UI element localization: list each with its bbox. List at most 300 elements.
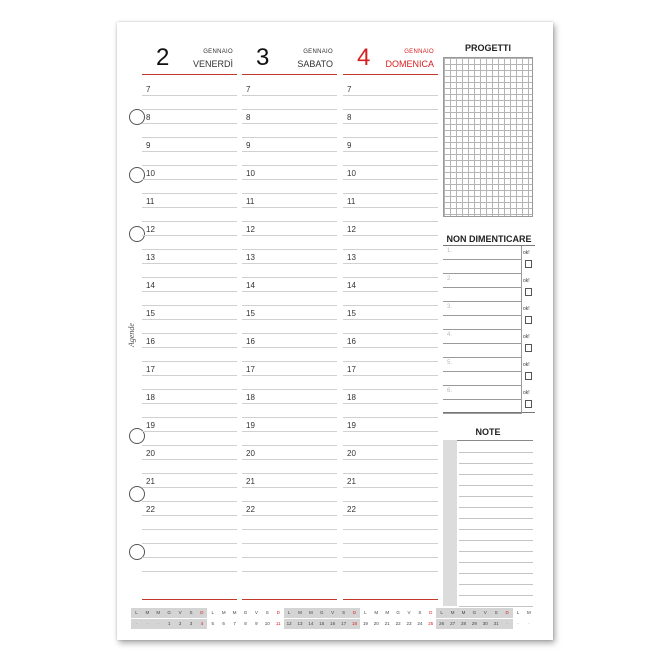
hour-row[interactable] [142, 446, 237, 474]
reminder-number: 6. [447, 388, 453, 394]
agende-logo: Agende [127, 323, 136, 347]
mini-date: 8 [244, 621, 247, 626]
hour-row[interactable] [142, 390, 237, 418]
reminder-checkbox[interactable] [525, 372, 532, 380]
hour-row[interactable] [242, 334, 337, 362]
reminder-checkbox[interactable] [525, 260, 532, 268]
ok-label: ok! [523, 306, 530, 312]
hour-label: 19 [347, 421, 356, 430]
hour-row[interactable] [142, 222, 237, 250]
hour-row[interactable] [343, 334, 438, 362]
projects-grid[interactable] [443, 57, 533, 217]
hour-rule [242, 487, 337, 488]
reminder-checkbox[interactable] [525, 316, 532, 324]
hour-rule [142, 347, 237, 348]
mini-weekday: L [436, 608, 447, 618]
reminder-rule [443, 371, 521, 372]
reminder-number: 3. [447, 304, 453, 310]
day-month: GENNAIO [404, 49, 434, 55]
hour-label: 13 [246, 253, 255, 262]
hour-label: 11 [146, 197, 155, 206]
ok-label: ok! [523, 250, 530, 256]
reminder-item[interactable] [443, 330, 535, 358]
hour-label: 8 [246, 113, 251, 122]
day-month: GENNAIO [203, 49, 233, 55]
hour-row[interactable] [142, 334, 237, 362]
mini-date: 1 [164, 619, 175, 629]
hour-rule [343, 151, 438, 152]
hour-row[interactable] [343, 82, 438, 110]
hour-label: 11 [347, 197, 356, 206]
reminder-item[interactable] [443, 246, 535, 274]
hour-rule [343, 459, 438, 460]
mini-weekday: M [374, 610, 379, 615]
hour-rule [142, 151, 237, 152]
hour-row[interactable] [343, 418, 438, 446]
reminder-separator [521, 302, 522, 330]
reminder-rule [443, 259, 521, 260]
hour-label: 9 [347, 141, 352, 150]
mini-weekday: V [254, 610, 258, 615]
mini-weekday: V [480, 608, 491, 618]
mini-date: 17 [338, 619, 349, 629]
hour-rule [242, 375, 337, 376]
hour-row[interactable] [142, 138, 237, 166]
hour-row[interactable] [242, 306, 337, 334]
mini-weekday: M [153, 608, 164, 618]
day-number: 4 [357, 44, 371, 71]
hour-row[interactable] [343, 138, 438, 166]
hour-row[interactable] [343, 474, 438, 502]
day-month: GENNAIO [303, 49, 333, 55]
hour-rule [242, 291, 337, 292]
reminder-item[interactable] [443, 274, 535, 302]
day-header [343, 22, 438, 74]
reminder-separator [521, 246, 522, 274]
hour-row[interactable] [343, 222, 438, 250]
hour-label: 15 [146, 309, 155, 318]
reminder-separator [521, 358, 522, 386]
hour-rule [142, 487, 237, 488]
hour-row[interactable] [343, 390, 438, 418]
hour-rule [142, 529, 237, 530]
hour-rule [242, 95, 337, 96]
hour-label: 13 [146, 253, 155, 262]
hour-row[interactable] [343, 166, 438, 194]
reminder-item[interactable] [443, 386, 535, 414]
hour-rule [242, 151, 337, 152]
blank-rule [142, 557, 237, 558]
mini-date: 30 [480, 619, 491, 629]
bottom-rule [142, 599, 237, 600]
hour-rule [343, 179, 438, 180]
hour-label: 17 [246, 365, 255, 374]
mini-weekday: G [469, 608, 480, 618]
day-column-sunday [343, 22, 438, 612]
hour-row[interactable] [242, 362, 337, 390]
reminder-rule [443, 343, 521, 344]
hour-row[interactable] [142, 502, 237, 530]
hour-label: 14 [246, 281, 255, 290]
hour-row[interactable] [343, 278, 438, 306]
hour-label: 14 [347, 281, 356, 290]
blank-rule [343, 557, 438, 558]
hour-rule [242, 515, 337, 516]
mini-date: - [153, 619, 164, 629]
note-rule [459, 529, 533, 530]
header-rule [142, 74, 237, 75]
hour-row[interactable] [142, 306, 237, 334]
hour-label: 7 [146, 85, 151, 94]
day-name: VENERDÌ [192, 59, 233, 69]
hour-label: 10 [347, 169, 356, 178]
reminder-checkbox[interactable] [525, 344, 532, 352]
mini-weekday: L [364, 610, 367, 615]
hour-label: 17 [146, 365, 155, 374]
hour-label: 10 [246, 169, 255, 178]
hour-label: 16 [246, 337, 255, 346]
hour-label: 15 [347, 309, 356, 318]
hour-row[interactable] [142, 110, 237, 138]
hour-label: 21 [246, 477, 255, 486]
hour-label: 9 [246, 141, 251, 150]
mini-date: 12 [284, 619, 295, 629]
day-name: SABATO [297, 59, 333, 69]
reminder-item[interactable] [443, 302, 535, 330]
hour-label: 21 [347, 477, 356, 486]
hour-rule [142, 235, 237, 236]
hour-rule [242, 235, 337, 236]
blank-rule [343, 543, 438, 544]
hour-row[interactable] [142, 82, 237, 110]
mini-weekday: L [284, 608, 295, 618]
hour-rule [343, 95, 438, 96]
hour-rule [142, 123, 237, 124]
reminder-checkbox[interactable] [525, 400, 532, 408]
mini-date: 14 [305, 619, 316, 629]
mini-weekday: M [385, 610, 390, 615]
reminder-number: 1. [447, 248, 453, 254]
mini-date: 6 [222, 621, 225, 626]
hour-label: 15 [246, 309, 255, 318]
header-rule [242, 74, 337, 75]
mini-date: 7 [233, 621, 236, 626]
mini-weekday: L [516, 610, 520, 615]
hour-label: 7 [246, 85, 251, 94]
mini-weekday: D [276, 610, 280, 615]
mini-weekday: V [327, 608, 338, 618]
hour-rule [343, 431, 438, 432]
hour-row[interactable] [242, 278, 337, 306]
hour-rule [343, 515, 438, 516]
day-number: 2 [156, 44, 170, 71]
reminder-item[interactable] [443, 358, 535, 386]
hour-row[interactable] [242, 82, 337, 110]
note-rule [459, 595, 533, 596]
ok-label: ok! [523, 334, 530, 340]
note-rule [459, 496, 533, 497]
hour-label: 12 [146, 225, 155, 234]
hour-label: 13 [347, 253, 356, 262]
mini-date: 10 [264, 621, 270, 626]
mini-date: 28 [458, 619, 469, 629]
mini-weekday: L [211, 610, 215, 615]
mini-weekday: G [316, 608, 327, 618]
hour-rule [343, 263, 438, 264]
day-header [242, 22, 337, 74]
hour-row[interactable] [242, 138, 337, 166]
mini-date: 9 [255, 621, 258, 626]
ok-label: ok! [523, 362, 530, 368]
mini-weekday: S [491, 608, 502, 618]
hour-rule [343, 487, 438, 488]
mini-date: 18 [349, 619, 360, 629]
note-rule [459, 551, 533, 552]
hour-label: 21 [146, 477, 155, 486]
reminder-separator [521, 386, 522, 414]
hour-label: 18 [146, 393, 155, 402]
note-rule [459, 573, 533, 574]
hour-row[interactable] [242, 446, 337, 474]
mini-date: 27 [447, 619, 458, 629]
blank-rule [242, 543, 337, 544]
hour-rule [142, 403, 237, 404]
hour-label: 22 [246, 505, 255, 514]
hour-row[interactable] [242, 390, 337, 418]
note-rule [459, 452, 533, 453]
hour-rule [242, 319, 337, 320]
mini-weekday: V [175, 608, 186, 618]
hour-rule [343, 291, 438, 292]
mini-weekday: M [458, 608, 469, 618]
mini-date: 4 [196, 619, 207, 629]
hour-row[interactable] [343, 502, 438, 530]
mini-date: 3 [186, 619, 197, 629]
ok-label: ok! [523, 278, 530, 284]
hour-row[interactable] [242, 418, 337, 446]
mini-weekday: M [447, 608, 458, 618]
agenda-page [117, 22, 553, 640]
hour-rule [343, 403, 438, 404]
hour-rule [242, 263, 337, 264]
hour-row[interactable] [242, 166, 337, 194]
day-column-saturday [242, 22, 337, 612]
hour-label: 18 [347, 393, 356, 402]
mini-date: - [528, 621, 530, 626]
mini-date: 21 [384, 621, 390, 626]
blank-rule [242, 557, 337, 558]
hour-label: 12 [347, 225, 356, 234]
note-rule [459, 584, 533, 585]
day-name: DOMENICA [385, 59, 434, 69]
mini-calendar-dates [131, 619, 535, 629]
hour-rule [142, 431, 237, 432]
mini-weekday: M [527, 610, 531, 615]
hour-row[interactable] [343, 446, 438, 474]
note-rule [459, 463, 533, 464]
hour-row[interactable] [242, 194, 337, 222]
mini-weekday: M [295, 608, 306, 618]
hour-label: 19 [246, 421, 255, 430]
hour-row[interactable] [242, 222, 337, 250]
reminders-title: NON DIMENTICARE [446, 234, 532, 244]
mini-weekday: D [196, 608, 207, 618]
mini-date: 11 [275, 621, 281, 626]
hour-row[interactable] [142, 278, 237, 306]
mini-weekday: G [243, 610, 248, 615]
hour-rule [242, 459, 337, 460]
mini-calendar [131, 608, 535, 630]
day-column-friday [142, 22, 237, 612]
hour-row[interactable] [142, 418, 237, 446]
hour-label: 20 [246, 449, 255, 458]
mini-weekday: D [502, 608, 513, 618]
hour-row[interactable] [242, 250, 337, 278]
hour-row[interactable] [142, 166, 237, 194]
reminder-number: 2. [447, 276, 453, 282]
hour-label: 8 [146, 113, 151, 122]
hour-rule [242, 207, 337, 208]
note-rule [459, 562, 533, 563]
mini-date: 24 [417, 621, 423, 626]
hour-rule [142, 291, 237, 292]
hour-row[interactable] [242, 474, 337, 502]
mini-weekday: M [142, 608, 153, 618]
hour-rule [343, 319, 438, 320]
blank-rule [242, 571, 337, 572]
mini-weekday: S [186, 608, 197, 618]
hour-label: 7 [347, 85, 352, 94]
hour-row[interactable] [142, 362, 237, 390]
hour-label: 8 [347, 113, 352, 122]
hour-label: 14 [146, 281, 155, 290]
hour-label: 17 [347, 365, 356, 374]
note-rule [459, 485, 533, 486]
hour-rule [142, 319, 237, 320]
note-rule [459, 507, 533, 508]
hour-label: 22 [347, 505, 356, 514]
hour-row[interactable] [142, 194, 237, 222]
hour-rule [343, 347, 438, 348]
hour-rule [242, 529, 337, 530]
hour-label: 20 [146, 449, 155, 458]
hour-rule [242, 403, 337, 404]
mini-weekday: G [396, 610, 400, 615]
hour-label: 10 [146, 169, 155, 178]
day-number: 3 [256, 44, 270, 71]
hour-label: 22 [146, 505, 155, 514]
mini-date: 29 [469, 619, 480, 629]
hour-rule [142, 459, 237, 460]
hour-label: 16 [146, 337, 155, 346]
note-rule [459, 540, 533, 541]
mini-date: 25 [428, 621, 434, 626]
hour-rule [242, 347, 337, 348]
hour-row[interactable] [343, 362, 438, 390]
hour-row[interactable] [343, 250, 438, 278]
day-header [142, 22, 237, 74]
hour-row[interactable] [242, 110, 337, 138]
hour-row[interactable] [142, 474, 237, 502]
hour-rule [343, 375, 438, 376]
reminder-rule [443, 315, 521, 316]
mini-date: 26 [436, 619, 447, 629]
hour-rule [142, 207, 237, 208]
mini-weekday: G [164, 608, 175, 618]
mini-date: 31 [491, 619, 502, 629]
mini-weekday: L [131, 608, 142, 618]
mini-calendar-weekdays [131, 608, 535, 618]
hour-row[interactable] [343, 194, 438, 222]
hour-rule [242, 179, 337, 180]
reminder-separator [521, 274, 522, 302]
blank-rule [142, 543, 237, 544]
hour-rule [343, 529, 438, 530]
hour-label: 16 [347, 337, 356, 346]
blank-rule [142, 571, 237, 572]
mini-date: 16 [327, 619, 338, 629]
mini-weekday: S [418, 610, 422, 615]
hour-label: 11 [246, 197, 255, 206]
mini-weekday: V [407, 610, 411, 615]
header-rule [343, 74, 438, 75]
reminder-number: 4. [447, 332, 453, 338]
hour-row[interactable] [242, 502, 337, 530]
mini-date: 22 [395, 621, 401, 626]
mini-date: 5 [211, 621, 215, 626]
hour-row[interactable] [343, 306, 438, 334]
mini-date: 2 [175, 619, 186, 629]
hour-label: 19 [146, 421, 155, 430]
projects-title: PROGETTI [464, 43, 511, 53]
hour-label: 9 [146, 141, 151, 150]
mini-date: 20 [373, 621, 379, 626]
reminder-number: 5. [447, 360, 453, 366]
reminder-separator [521, 330, 522, 358]
mini-date: 23 [406, 621, 412, 626]
hour-label: 18 [246, 393, 255, 402]
mini-weekday: D [429, 610, 433, 615]
bottom-rule [343, 599, 438, 600]
mini-date: 19 [362, 621, 368, 626]
ok-label: ok! [523, 390, 530, 396]
hour-rule [142, 515, 237, 516]
reminder-rule [443, 399, 521, 400]
note-rule [459, 606, 533, 607]
mini-date: - [142, 619, 153, 629]
reminder-checkbox[interactable] [525, 288, 532, 296]
reminder-rule [443, 413, 521, 414]
hour-rule [142, 179, 237, 180]
mini-date: - [131, 619, 142, 629]
mini-weekday: M [305, 608, 316, 618]
hour-row[interactable] [142, 250, 237, 278]
notes-margin-strip [443, 440, 457, 606]
hour-rule [343, 123, 438, 124]
mini-weekday: S [338, 608, 349, 618]
mini-date: - [502, 619, 513, 629]
hour-rule [242, 123, 337, 124]
hour-row[interactable] [343, 110, 438, 138]
hour-rule [142, 263, 237, 264]
blank-rule [343, 571, 438, 572]
mini-date: 13 [295, 619, 306, 629]
note-rule [459, 474, 533, 475]
note-rule [459, 518, 533, 519]
reminder-rule [443, 287, 521, 288]
hour-rule [343, 235, 438, 236]
mini-weekday: D [349, 608, 360, 618]
